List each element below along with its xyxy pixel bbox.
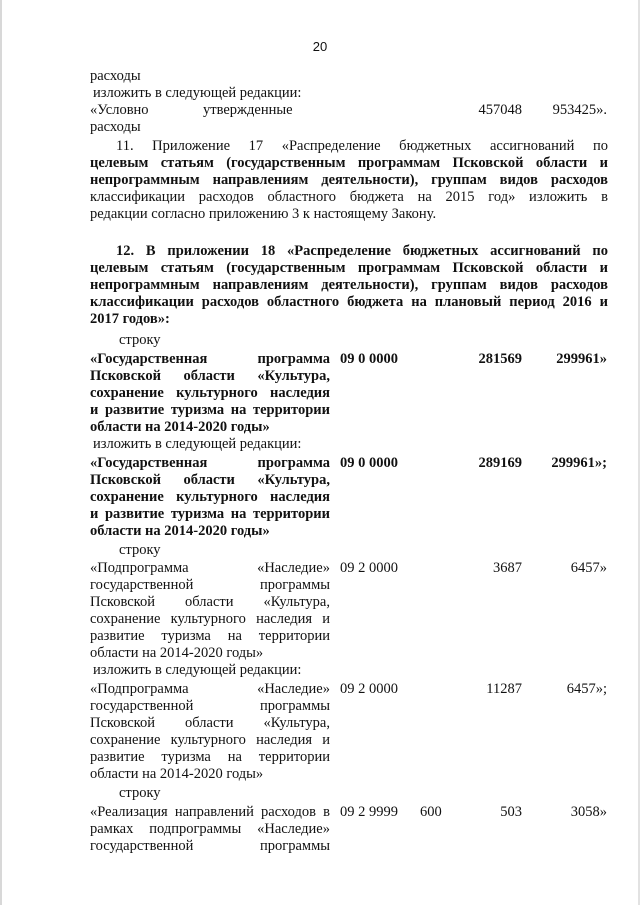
intro-value-2017: 953425». (552, 102, 607, 118)
description-line: Псковской области «Культура, (90, 594, 330, 610)
intro-conditional-word: «Условно (90, 102, 149, 118)
description-line: развитие туризма на территории (90, 628, 330, 644)
description-line: «Государственная программа (90, 455, 330, 471)
amount-2017: 6457»; (566, 681, 607, 697)
amount-2016: 11287 (486, 681, 522, 697)
amount-2016: 3687 (493, 560, 522, 576)
row-description (90, 560, 330, 662)
paragraph-11-line: редакции согласно приложению 3 к настоящему Закону. (90, 206, 437, 222)
paragraph-12-line: 2017 годов»: (90, 311, 170, 327)
amount-2016: 281569 (478, 351, 522, 367)
paragraph-12-line: непрограммным направлениям деятельности), группам видов расходов (90, 277, 608, 293)
amount-2016: 289169 (478, 455, 522, 471)
description-line: сохранение культурного наследия и (90, 732, 330, 748)
intro-value-2016: 457048 (478, 102, 522, 118)
edit-phrase: изложить в следующей редакции: (93, 662, 302, 678)
paragraph-11 (90, 138, 608, 223)
intro-line-expenses-2: расходы (90, 119, 141, 135)
description-line: сохранение культурного наследия (90, 385, 330, 401)
row-word: строку (119, 785, 161, 801)
amount-2017 (551, 455, 607, 472)
row-description (90, 681, 330, 783)
amount-2016: 503 (500, 804, 522, 820)
paragraph-11-line: непрограммным направлениям деятельности), группам видов расходов (90, 172, 608, 188)
paragraph-11-line: классификации расходов областного бюджета на 2015 год» изложить в (90, 189, 608, 205)
description-line: рамках подпрограммы «Наследие» (90, 821, 330, 837)
paragraph-11-line: 11. Приложение 17 «Распределение бюджетных ассигнований по (116, 138, 608, 154)
description-line: сохранение культурного наследия (90, 489, 330, 505)
paragraph-12 (90, 243, 608, 328)
description-line: области на 2014-2020 годы» (90, 645, 264, 661)
description-line: и развитие туризма на территории (90, 402, 330, 418)
row-description (90, 455, 330, 540)
description-line: области на 2014-2020 годы» (90, 766, 264, 782)
target-article-code: 09 2 9999 (340, 804, 398, 820)
row-description (90, 804, 330, 855)
target-article-code: 09 2 0000 (340, 560, 398, 576)
row-description (90, 351, 330, 436)
amount-2017: 3058» (570, 804, 607, 820)
amount-2017-value: 299961»; (551, 455, 607, 471)
scan-left-edge (0, 0, 2, 905)
description-line: государственной программы (90, 698, 330, 714)
intro-line-expenses: расходы (90, 68, 141, 84)
description-line: Псковской области «Культура, (90, 715, 330, 731)
target-article-code: 09 2 0000 (340, 681, 398, 697)
description-line: Псковской области «Культура, (90, 368, 330, 384)
description-line: «Подпрограмма «Наследие» (90, 560, 330, 576)
target-article-code: 09 0 0000 (340, 455, 398, 471)
description-line: области на 2014-2020 годы» (90, 523, 270, 539)
description-line: Псковской области «Культура, (90, 472, 330, 488)
paragraph-11-line: целевым статьям (государственным программам Псковской области и (90, 155, 608, 171)
intro-approved-word: утвержденные (203, 102, 293, 118)
edit-phrase: изложить в следующей редакции: (93, 436, 302, 452)
amount-2017: 299961» (556, 351, 607, 367)
description-line: «Подпрограмма «Наследие» (90, 681, 330, 697)
intro-edit-phrase: изложить в следующей редакции: (93, 85, 302, 101)
row-word: строку (119, 332, 161, 348)
page-number: 20 (312, 39, 328, 54)
description-line: государственной программы (90, 838, 330, 854)
paragraph-12-line: целевым статьям (государственным программам Псковской области и (90, 260, 608, 276)
description-line: «Реализация направлений расходов в (90, 804, 330, 820)
target-article-code: 09 0 0000 (340, 351, 398, 367)
description-line: «Государственная программа (90, 351, 330, 367)
expense-type-code: 600 (420, 804, 442, 820)
paragraph-12-line: классификации расходов областного бюджета на плановый период 2016 и (90, 294, 608, 310)
amount-2017: 6457» (570, 560, 607, 576)
row-word: строку (119, 542, 161, 558)
description-line: сохранение культурного наследия и (90, 611, 330, 627)
description-line: области на 2014-2020 годы» (90, 419, 270, 435)
description-line: и развитие туризма на территории (90, 506, 330, 522)
paragraph-12-line: 12. В приложении 18 «Распределение бюджетных ассигнований по (116, 243, 608, 259)
description-line: развитие туризма на территории (90, 749, 330, 765)
description-line: государственной программы (90, 577, 330, 593)
